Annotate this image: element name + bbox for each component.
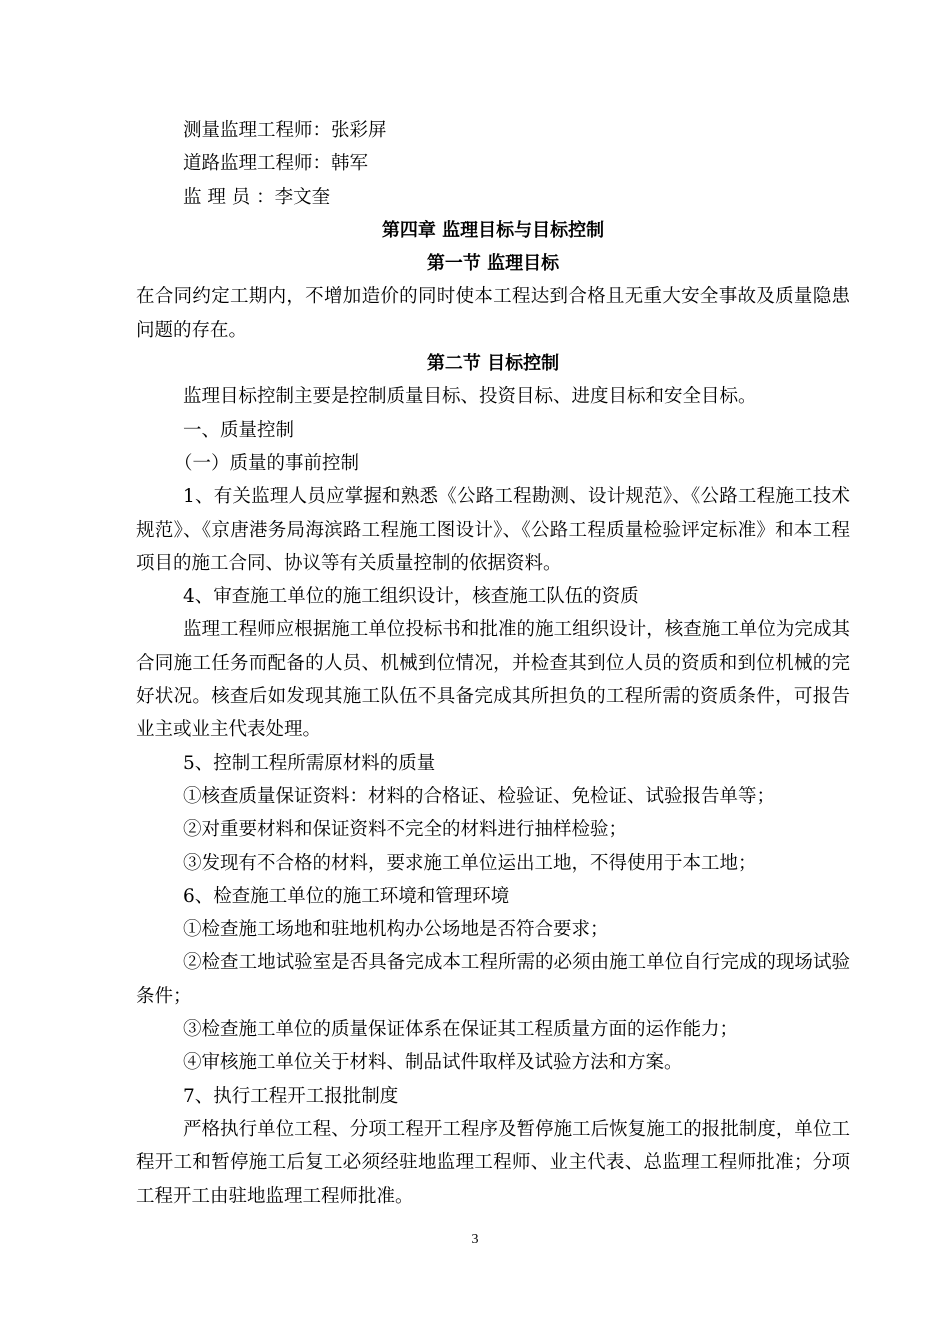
staff-road-engineer: 道路监理工程师：韩军 bbox=[183, 153, 369, 175]
page-body bbox=[136, 114, 850, 1213]
staff-inspector: 监 理 员 ：李文奎 bbox=[183, 186, 331, 208]
item-1-text: 1、有关监理人员应掌握和熟悉《公路工程勘测、设计规范》、《公路工程施工技术规范》、《京唐港务局海滨路工程施工图设计》、《公路工程质量检验评定标准》和本工程项目的施工合同、协议等有关质量控制的依据资料。 bbox=[136, 486, 850, 574]
item-5-point: ②对重要材料和保证资料不完全的材料进行抽样检验； bbox=[183, 819, 628, 841]
item-5-point: ③发现有不合格的材料，要求施工单位运出工地，不得使用于本工地； bbox=[183, 852, 757, 874]
section-2-title: 第二节 目标控制 bbox=[426, 353, 560, 375]
staff-survey-engineer: 测量监理工程师：张彩屏 bbox=[183, 120, 387, 141]
item-7-heading: 7、执行工程开工报批制度 bbox=[183, 1085, 399, 1107]
quality-control-heading: 一、质量控制 bbox=[183, 419, 295, 441]
item-4-text: 监理工程师应根据施工单位投标书和批准的施工组织设计，核查施工单位为完成其合同施工任务而配备的人员、机械到位情况，并检查其到位人员的资质和到位机械的完好状况。核查后如发现其施工队伍不具备完成其所担负的工程所需的资质条件，可报告业主或业主代表处理。 bbox=[136, 619, 850, 741]
chapter-title: 第四章 监理目标与目标控制 bbox=[381, 219, 605, 241]
section-2-intro: 监理目标控制主要是控制质量目标、投资目标、进度目标和安全目标。 bbox=[183, 386, 757, 408]
page-number: 3 bbox=[471, 1232, 479, 1247]
section-1-title: 第一节 监理目标 bbox=[426, 253, 560, 275]
pre-control-heading: （一）质量的事前控制 bbox=[174, 452, 360, 474]
section-1-text: 在合同约定工期内，不增加造价的同时使本工程达到合格且无重大安全事故及质量隐患问题的存在。 bbox=[136, 286, 850, 341]
item-6-point: ④审核施工单位关于材料、制品试件取样及试验方法和方案。 bbox=[183, 1052, 683, 1074]
item-5-heading: 5、控制工程所需原材料的质量 bbox=[183, 752, 436, 774]
item-5-point: ①核查质量保证资料：材料的合格证、检验证、免检证、试验报告单等； bbox=[183, 785, 776, 807]
item-6-point: ①检查施工场地和驻地机构办公场地是否符合要求； bbox=[183, 919, 609, 941]
item-6-point: ③检查施工单位的质量保证体系在保证其工程质量方面的运作能力； bbox=[183, 1019, 739, 1041]
item-6-heading: 6、检查施工单位的施工环境和管理环境 bbox=[183, 885, 510, 907]
item-6-point: ②检查工地试验室是否具备完成本工程所需的必须由施工单位自行完成的现场试验条件； bbox=[136, 952, 850, 1007]
item-7-text: 严格执行单位工程、分项工程开工程序及暂停施工后恢复施工的报批制度，单位工程开工和暂停施工后复工必须经驻地监理工程师、业主代表、总监理工程师批准；分项工程开工由驻地监理工程师批准。 bbox=[136, 1118, 850, 1207]
item-4-heading: 4、审查施工单位的施工组织设计，核查施工队伍的资质 bbox=[183, 586, 639, 608]
